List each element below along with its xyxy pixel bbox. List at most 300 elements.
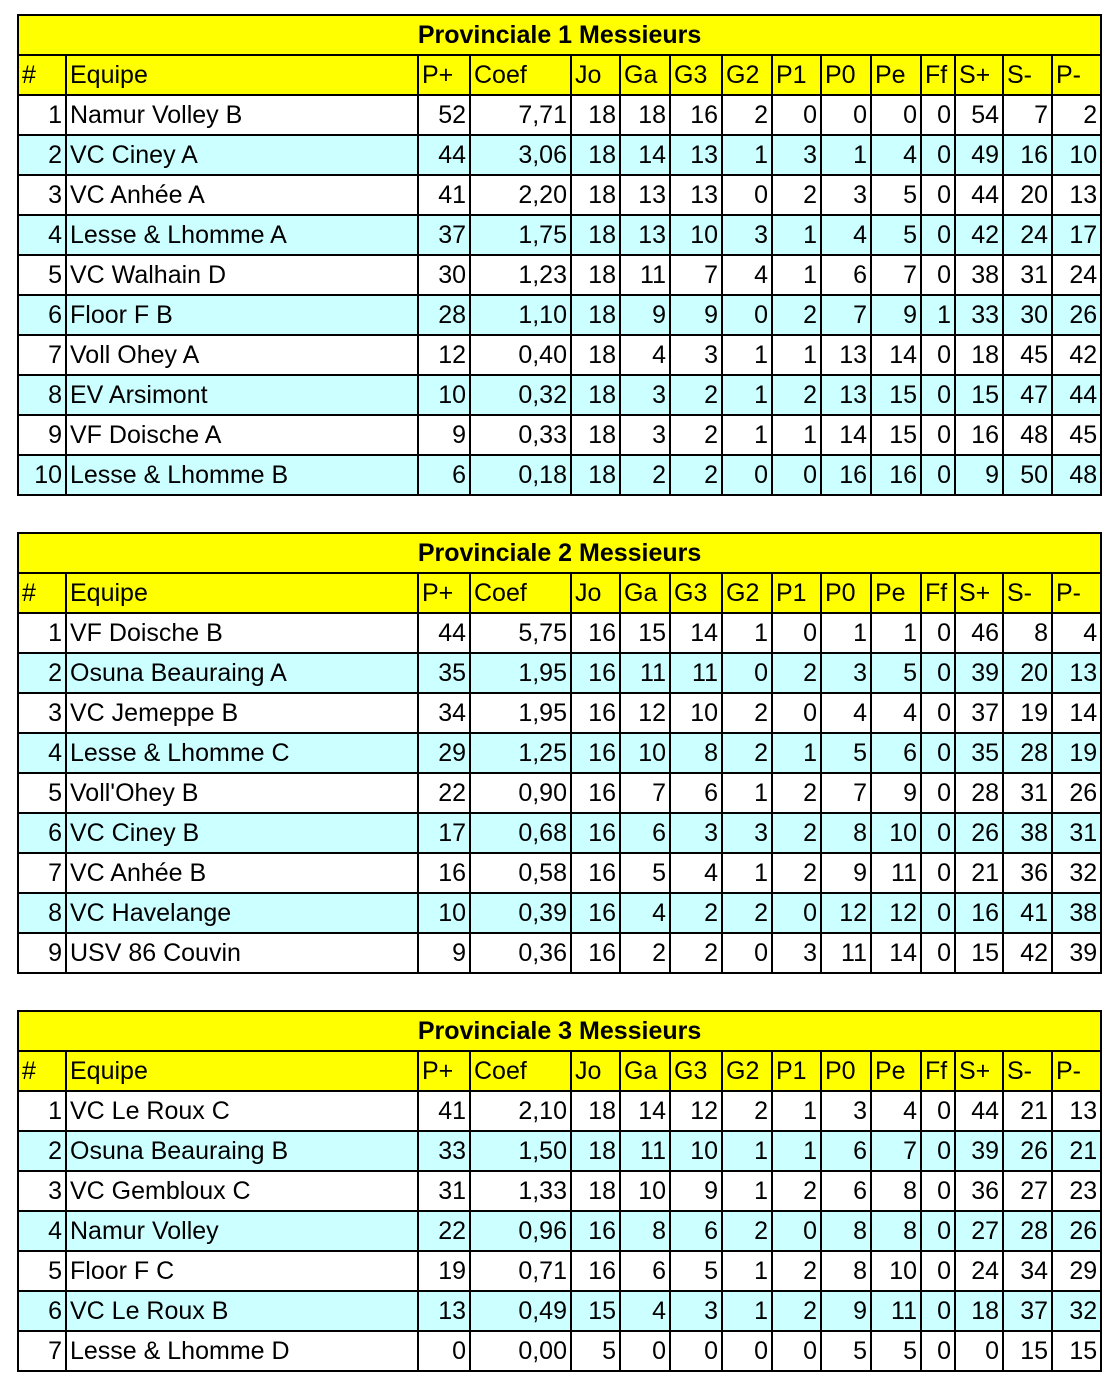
stat-cell: 14 <box>871 335 921 375</box>
stat-cell: 42 <box>1052 335 1101 375</box>
stat-cell: 14 <box>620 1091 670 1131</box>
stat-cell: 2 <box>670 375 722 415</box>
stat-cell: 2 <box>772 1291 821 1331</box>
stat-cell: 31 <box>1003 255 1052 295</box>
stat-cell: 0 <box>921 693 955 733</box>
team-name-cell: VC Anhée A <box>66 175 418 215</box>
stat-cell: 11 <box>620 653 670 693</box>
team-name-cell: VF Doische B <box>66 613 418 653</box>
stat-cell: 0 <box>772 613 821 653</box>
rank-cell: 4 <box>18 215 66 255</box>
table-body <box>18 15 1101 495</box>
stat-cell: 6 <box>418 455 470 495</box>
stat-cell: 0 <box>772 893 821 933</box>
stat-cell: 30 <box>1003 295 1052 335</box>
stat-cell: 1,50 <box>470 1131 571 1171</box>
stat-cell: 4 <box>722 255 772 295</box>
rank-cell: 3 <box>18 1171 66 1211</box>
stat-cell: 5 <box>620 853 670 893</box>
column-header: G3 <box>670 573 722 613</box>
stat-cell: 5 <box>871 215 921 255</box>
stat-cell: 18 <box>571 215 620 255</box>
stat-cell: 8 <box>620 1211 670 1251</box>
column-header: Ff <box>921 1051 955 1091</box>
stat-cell: 0 <box>722 933 772 973</box>
stat-cell: 7 <box>821 773 871 813</box>
team-name-cell: VC Havelange <box>66 893 418 933</box>
stat-cell: 17 <box>418 813 470 853</box>
column-header: Equipe <box>66 55 418 95</box>
stat-cell: 38 <box>1003 813 1052 853</box>
stat-cell: 5 <box>871 1331 921 1371</box>
stat-cell: 6 <box>620 813 670 853</box>
stat-cell: 15 <box>571 1291 620 1331</box>
stat-cell: 44 <box>1052 375 1101 415</box>
stat-cell: 32 <box>1052 1291 1101 1331</box>
table-header-row <box>18 573 1101 613</box>
stat-cell: 21 <box>1052 1131 1101 1171</box>
column-header: Ga <box>620 1051 670 1091</box>
table-row <box>18 893 1101 933</box>
stat-cell: 54 <box>955 95 1003 135</box>
stat-cell: 3 <box>670 1291 722 1331</box>
stat-cell: 2,20 <box>470 175 571 215</box>
stat-cell: 1 <box>722 1131 772 1171</box>
stat-cell: 26 <box>1003 1131 1052 1171</box>
column-header: G2 <box>722 1051 772 1091</box>
rank-cell: 2 <box>18 653 66 693</box>
stat-cell: 2 <box>772 295 821 335</box>
table-row <box>18 1171 1101 1211</box>
stat-cell: 15 <box>955 375 1003 415</box>
stat-cell: 7 <box>1003 95 1052 135</box>
column-header: Ga <box>620 573 670 613</box>
stat-cell: 35 <box>955 733 1003 773</box>
stat-cell: 8 <box>871 1211 921 1251</box>
stat-cell: 4 <box>871 693 921 733</box>
stat-cell: 5 <box>821 1331 871 1371</box>
stat-cell: 6 <box>620 1251 670 1291</box>
table-row <box>18 653 1101 693</box>
stat-cell: 22 <box>418 1211 470 1251</box>
table-row <box>18 733 1101 773</box>
stat-cell: 32 <box>1052 853 1101 893</box>
column-header: Coef <box>470 1051 571 1091</box>
rank-cell: 5 <box>18 1251 66 1291</box>
stat-cell: 16 <box>571 893 620 933</box>
table-title-row <box>18 533 1101 573</box>
stat-cell: 13 <box>620 215 670 255</box>
table-row <box>18 1091 1101 1131</box>
stat-cell: 26 <box>1052 295 1101 335</box>
rank-cell: 4 <box>18 1211 66 1251</box>
stat-cell: 18 <box>571 295 620 335</box>
stat-cell: 6 <box>821 255 871 295</box>
stat-cell: 10 <box>871 1251 921 1291</box>
stat-cell: 10 <box>620 733 670 773</box>
team-name-cell: VC Jemeppe B <box>66 693 418 733</box>
stat-cell: 2,10 <box>470 1091 571 1131</box>
stat-cell: 22 <box>418 773 470 813</box>
stat-cell: 45 <box>1052 415 1101 455</box>
table-row <box>18 613 1101 653</box>
column-header: Coef <box>470 573 571 613</box>
stat-cell: 14 <box>620 135 670 175</box>
stat-cell: 7 <box>670 255 722 295</box>
stat-cell: 7 <box>871 255 921 295</box>
stat-cell: 16 <box>571 613 620 653</box>
stat-cell: 13 <box>670 135 722 175</box>
stat-cell: 1 <box>821 613 871 653</box>
stat-cell: 0 <box>722 175 772 215</box>
stat-cell: 2 <box>772 653 821 693</box>
rank-cell: 7 <box>18 335 66 375</box>
stat-cell: 1 <box>722 135 772 175</box>
column-header: G3 <box>670 55 722 95</box>
column-header: Jo <box>571 55 620 95</box>
team-name-cell: VC Le Roux B <box>66 1291 418 1331</box>
stat-cell: 9 <box>670 1171 722 1211</box>
stat-cell: 1 <box>722 1291 772 1331</box>
stat-cell: 15 <box>871 415 921 455</box>
rank-cell: 1 <box>18 613 66 653</box>
team-name-cell: VC Le Roux C <box>66 1091 418 1131</box>
rank-cell: 6 <box>18 295 66 335</box>
table-row <box>18 693 1101 733</box>
team-name-cell: Lesse & Lhomme D <box>66 1331 418 1371</box>
stat-cell: 7 <box>821 295 871 335</box>
stat-cell: 15 <box>955 933 1003 973</box>
stat-cell: 0,90 <box>470 773 571 813</box>
stat-cell: 0 <box>722 455 772 495</box>
stat-cell: 38 <box>1052 893 1101 933</box>
table-title-row <box>18 15 1101 55</box>
stat-cell: 0 <box>821 95 871 135</box>
column-header: S+ <box>955 55 1003 95</box>
stat-cell: 19 <box>1003 693 1052 733</box>
column-header: P0 <box>821 55 871 95</box>
stat-cell: 37 <box>1003 1291 1052 1331</box>
stat-cell: 0 <box>418 1331 470 1371</box>
stat-cell: 18 <box>571 1091 620 1131</box>
stat-cell: 6 <box>670 1211 722 1251</box>
stat-cell: 44 <box>955 175 1003 215</box>
column-header: Pe <box>871 573 921 613</box>
rank-cell: 10 <box>18 455 66 495</box>
team-name-cell: Osuna Beauraing A <box>66 653 418 693</box>
stat-cell: 5 <box>571 1331 620 1371</box>
stat-cell: 4 <box>871 1091 921 1131</box>
table-row <box>18 95 1101 135</box>
stat-cell: 0 <box>921 1251 955 1291</box>
stat-cell: 5 <box>871 653 921 693</box>
stat-cell: 21 <box>1003 1091 1052 1131</box>
stat-cell: 4 <box>821 215 871 255</box>
standings-table-provinciale-1 <box>17 14 1102 496</box>
stat-cell: 0 <box>722 1331 772 1371</box>
stat-cell: 11 <box>871 1291 921 1331</box>
stat-cell: 13 <box>821 375 871 415</box>
team-name-cell: USV 86 Couvin <box>66 933 418 973</box>
stat-cell: 7,71 <box>470 95 571 135</box>
stat-cell: 2 <box>1052 95 1101 135</box>
stat-cell: 1,25 <box>470 733 571 773</box>
stat-cell: 21 <box>955 853 1003 893</box>
stat-cell: 0 <box>921 1171 955 1211</box>
stat-cell: 16 <box>955 415 1003 455</box>
stat-cell: 20 <box>1003 653 1052 693</box>
stat-cell: 24 <box>1003 215 1052 255</box>
stat-cell: 34 <box>1003 1251 1052 1291</box>
stat-cell: 1,95 <box>470 653 571 693</box>
column-header: P0 <box>821 1051 871 1091</box>
stat-cell: 15 <box>1003 1331 1052 1371</box>
column-header: # <box>18 1051 66 1091</box>
stat-cell: 28 <box>1003 1211 1052 1251</box>
stat-cell: 42 <box>1003 933 1052 973</box>
column-header: S- <box>1003 55 1052 95</box>
column-header: S- <box>1003 1051 1052 1091</box>
column-header: Jo <box>571 573 620 613</box>
team-name-cell: Lesse & Lhomme B <box>66 455 418 495</box>
rank-cell: 5 <box>18 255 66 295</box>
stat-cell: 8 <box>871 1171 921 1211</box>
stat-cell: 2 <box>772 1171 821 1211</box>
stat-cell: 0 <box>921 175 955 215</box>
stat-cell: 3 <box>772 135 821 175</box>
stat-cell: 6 <box>871 733 921 773</box>
rank-cell: 2 <box>18 135 66 175</box>
table-row <box>18 175 1101 215</box>
stat-cell: 3 <box>772 933 821 973</box>
stat-cell: 2 <box>772 853 821 893</box>
stat-cell: 4 <box>670 853 722 893</box>
rank-cell: 3 <box>18 175 66 215</box>
stat-cell: 18 <box>571 455 620 495</box>
stat-cell: 0 <box>921 1131 955 1171</box>
stat-cell: 16 <box>418 853 470 893</box>
team-name-cell: Floor F B <box>66 295 418 335</box>
column-header: P1 <box>772 55 821 95</box>
stat-cell: 14 <box>1052 693 1101 733</box>
table-title: Provinciale 1 Messieurs <box>18 15 1101 55</box>
stat-cell: 10 <box>670 215 722 255</box>
stat-cell: 28 <box>955 773 1003 813</box>
stat-cell: 18 <box>620 95 670 135</box>
stat-cell: 3 <box>722 813 772 853</box>
stat-cell: 3 <box>821 175 871 215</box>
table-row <box>18 335 1101 375</box>
stat-cell: 47 <box>1003 375 1052 415</box>
stat-cell: 0 <box>921 653 955 693</box>
table-row <box>18 1251 1101 1291</box>
stat-cell: 6 <box>821 1171 871 1211</box>
column-header: Ff <box>921 573 955 613</box>
stat-cell: 39 <box>955 653 1003 693</box>
stat-cell: 26 <box>1052 1211 1101 1251</box>
stat-cell: 1 <box>722 335 772 375</box>
team-name-cell: Namur Volley <box>66 1211 418 1251</box>
stat-cell: 0 <box>871 95 921 135</box>
stat-cell: 29 <box>1052 1251 1101 1291</box>
stat-cell: 9 <box>955 455 1003 495</box>
stat-cell: 44 <box>955 1091 1003 1131</box>
stat-cell: 1 <box>722 375 772 415</box>
stat-cell: 9 <box>821 1291 871 1331</box>
column-header: S- <box>1003 573 1052 613</box>
stat-cell: 30 <box>418 255 470 295</box>
table-row <box>18 1211 1101 1251</box>
team-name-cell: Floor F C <box>66 1251 418 1291</box>
team-name-cell: Voll Ohey A <box>66 335 418 375</box>
stat-cell: 0 <box>921 1211 955 1251</box>
table-row <box>18 1331 1101 1371</box>
stat-cell: 16 <box>571 693 620 733</box>
stat-cell: 9 <box>821 853 871 893</box>
stat-cell: 19 <box>1052 733 1101 773</box>
stat-cell: 16 <box>571 1251 620 1291</box>
stat-cell: 2 <box>722 733 772 773</box>
stat-cell: 27 <box>1003 1171 1052 1211</box>
stat-cell: 6 <box>821 1131 871 1171</box>
rank-cell: 6 <box>18 1291 66 1331</box>
team-name-cell: VC Anhée B <box>66 853 418 893</box>
stat-cell: 5,75 <box>470 613 571 653</box>
stat-cell: 18 <box>571 175 620 215</box>
stat-cell: 31 <box>1052 813 1101 853</box>
stat-cell: 0,39 <box>470 893 571 933</box>
stat-cell: 4 <box>1052 613 1101 653</box>
stat-cell: 16 <box>821 455 871 495</box>
rank-cell: 8 <box>18 375 66 415</box>
stat-cell: 1 <box>772 1091 821 1131</box>
team-name-cell: Osuna Beauraing B <box>66 1131 418 1171</box>
stat-cell: 16 <box>571 653 620 693</box>
table-row <box>18 853 1101 893</box>
stat-cell: 0,71 <box>470 1251 571 1291</box>
rank-cell: 7 <box>18 1331 66 1371</box>
stat-cell: 2 <box>620 933 670 973</box>
stat-cell: 0 <box>722 653 772 693</box>
stat-cell: 11 <box>620 1131 670 1171</box>
stat-cell: 2 <box>722 693 772 733</box>
stat-cell: 41 <box>418 175 470 215</box>
stat-cell: 0 <box>955 1331 1003 1371</box>
stat-cell: 11 <box>670 653 722 693</box>
table-row <box>18 135 1101 175</box>
stat-cell: 2 <box>670 933 722 973</box>
stat-cell: 44 <box>418 135 470 175</box>
stat-cell: 0 <box>921 215 955 255</box>
stat-cell: 13 <box>670 175 722 215</box>
stat-cell: 18 <box>571 415 620 455</box>
stat-cell: 11 <box>821 933 871 973</box>
stat-cell: 4 <box>620 335 670 375</box>
rank-cell: 6 <box>18 813 66 853</box>
stat-cell: 3 <box>722 215 772 255</box>
stat-cell: 1,10 <box>470 295 571 335</box>
stat-cell: 0 <box>921 135 955 175</box>
stat-cell: 27 <box>955 1211 1003 1251</box>
stat-cell: 18 <box>571 255 620 295</box>
stat-cell: 0,68 <box>470 813 571 853</box>
stat-cell: 18 <box>571 135 620 175</box>
table-row <box>18 933 1101 973</box>
team-name-cell: Lesse & Lhomme A <box>66 215 418 255</box>
stat-cell: 10 <box>670 1131 722 1171</box>
rank-cell: 9 <box>18 415 66 455</box>
stat-cell: 1 <box>772 733 821 773</box>
column-header: G3 <box>670 1051 722 1091</box>
stat-cell: 10 <box>620 1171 670 1211</box>
stat-cell: 4 <box>821 693 871 733</box>
stat-cell: 26 <box>1052 773 1101 813</box>
rank-cell: 1 <box>18 95 66 135</box>
stat-cell: 2 <box>670 455 722 495</box>
stat-cell: 18 <box>571 1131 620 1171</box>
stat-cell: 3 <box>821 1091 871 1131</box>
stat-cell: 18 <box>571 335 620 375</box>
team-name-cell: VC Walhain D <box>66 255 418 295</box>
stat-cell: 0 <box>772 1211 821 1251</box>
stat-cell: 28 <box>1003 733 1052 773</box>
column-header: Equipe <box>66 1051 418 1091</box>
standings-table-provinciale-3 <box>17 1010 1102 1372</box>
stat-cell: 41 <box>418 1091 470 1131</box>
stat-cell: 1 <box>871 613 921 653</box>
stat-cell: 10 <box>1052 135 1101 175</box>
stat-cell: 24 <box>955 1251 1003 1291</box>
stat-cell: 12 <box>620 693 670 733</box>
stat-cell: 1,33 <box>470 1171 571 1211</box>
column-header: Coef <box>470 55 571 95</box>
stat-cell: 2 <box>620 455 670 495</box>
column-header: P+ <box>418 573 470 613</box>
stat-cell: 18 <box>955 335 1003 375</box>
stat-cell: 0 <box>921 1291 955 1331</box>
stat-cell: 37 <box>418 215 470 255</box>
team-name-cell: EV Arsimont <box>66 375 418 415</box>
column-header: P- <box>1052 1051 1101 1091</box>
stat-cell: 11 <box>871 853 921 893</box>
stat-cell: 34 <box>418 693 470 733</box>
stat-cell: 2 <box>772 1251 821 1291</box>
stat-cell: 4 <box>871 135 921 175</box>
stat-cell: 2 <box>670 893 722 933</box>
stat-cell: 2 <box>670 415 722 455</box>
stat-cell: 9 <box>620 295 670 335</box>
stat-cell: 0 <box>921 95 955 135</box>
stat-cell: 0 <box>921 455 955 495</box>
stat-cell: 0 <box>921 773 955 813</box>
stat-cell: 36 <box>955 1171 1003 1211</box>
column-header: Equipe <box>66 573 418 613</box>
stat-cell: 5 <box>821 733 871 773</box>
team-name-cell: VC Gembloux C <box>66 1171 418 1211</box>
stat-cell: 16 <box>955 893 1003 933</box>
stat-cell: 48 <box>1003 415 1052 455</box>
column-header: Ga <box>620 55 670 95</box>
stat-cell: 9 <box>871 773 921 813</box>
stat-cell: 16 <box>571 853 620 893</box>
table-row <box>18 455 1101 495</box>
stat-cell: 8 <box>670 733 722 773</box>
stat-cell: 8 <box>821 1251 871 1291</box>
stat-cell: 28 <box>418 295 470 335</box>
stat-cell: 49 <box>955 135 1003 175</box>
stat-cell: 0 <box>670 1331 722 1371</box>
stat-cell: 0 <box>772 693 821 733</box>
